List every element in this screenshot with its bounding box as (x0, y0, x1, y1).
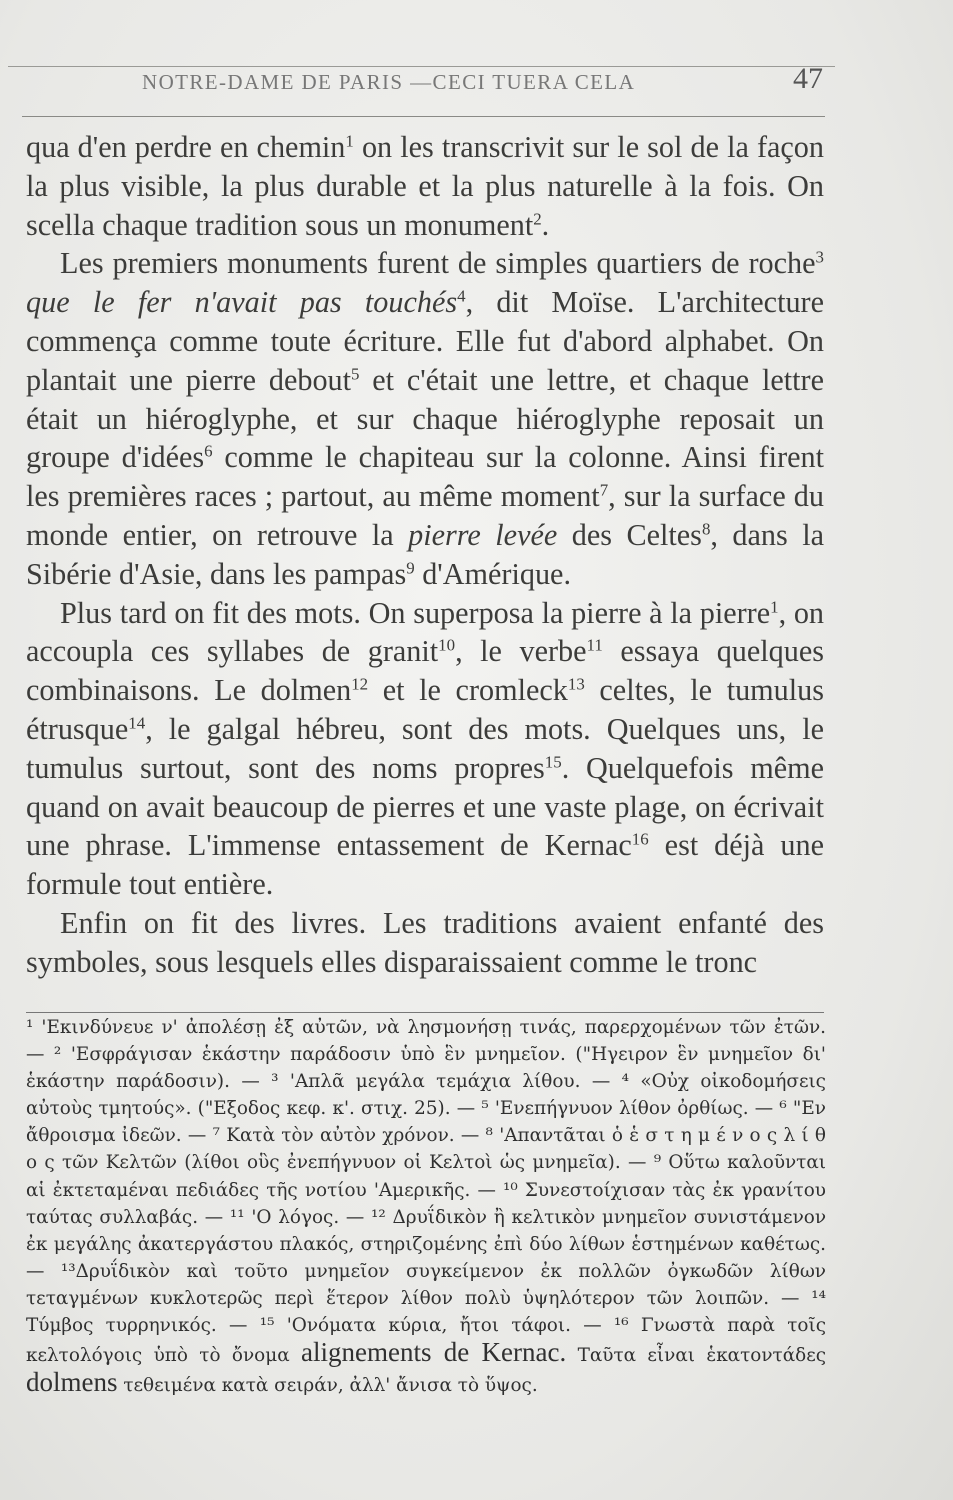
italic-quote: que le fer n'avait pas touchés (26, 285, 458, 320)
footnote-ref: 14 (128, 713, 146, 733)
text-run: essaya quelques combinaisons. Le dolmen (26, 634, 824, 708)
footnote-ref: 1 (770, 597, 779, 617)
page-number: 47 (793, 62, 823, 95)
footnote-ref: 5 (351, 364, 360, 384)
text-run: , sur la surface du monde entier, on retrouve la (26, 479, 824, 552)
paragraph-2 (26, 244, 824, 593)
text-run: , dans la Sibérie d'Asie, dans les pampas (26, 517, 825, 591)
text-run: Enfin on fit des livres. Les traditions avaient enfanté des symboles, sous lesquels elles disparaissaient comme le tronc (26, 905, 824, 979)
text-run: est déjà une formule tout entière. (26, 828, 825, 902)
latin-phrase: alignements de Kernac. (301, 1337, 567, 1368)
latin-word: dolmens (26, 1367, 118, 1398)
footnote-ref: 16 (631, 829, 649, 849)
footnote-ref: 10 (438, 635, 456, 655)
text-run: . (541, 207, 550, 242)
footnote-ref: 7 (599, 480, 609, 500)
header-rule (22, 116, 825, 117)
footnote-ref: 9 (406, 558, 415, 578)
footnote-ref: 8 (701, 519, 711, 539)
paragraph-1 (26, 128, 824, 244)
footnote-ref: 4 (457, 286, 466, 306)
main-text (26, 128, 824, 982)
text-run: . Quelquefois même quand on avait beaucoup de pierres et une vaste plage, on écrivait une phrase. L'immense entassement de Kernac (26, 750, 824, 863)
footnote-ref: 12 (351, 674, 369, 694)
footnote-ref: 6 (204, 441, 213, 461)
text-run: , le verbe (455, 634, 587, 669)
footnote-ref: 13 (567, 674, 585, 694)
footnote-ref: 1 (345, 131, 354, 151)
text-run: des Celtes (557, 517, 702, 552)
footnote-ref: 2 (533, 209, 542, 229)
text-run: et c'était une lettre, et chaque lettre était un hiéroglyphe, et sur chaque hiéroglyphe reposait un groupe d'idées (26, 362, 824, 475)
top-border-rule (8, 66, 835, 67)
text-run: comme le chapiteau sur la colonne. Ainsi firent les premières races ; partout, au même moment (26, 440, 825, 514)
footnotes (26, 1014, 826, 1399)
text-run: celtes, le tumulus étrusque (26, 673, 824, 746)
footnote-ref: 11 (586, 635, 603, 655)
footnote-block (26, 1014, 826, 1399)
text-run: et le cromleck (368, 673, 568, 708)
text-run: , le galgal hébreu, sont des mots. Quelques uns, le tumulus surtout, sont des noms propres (26, 711, 824, 785)
italic-term: pierre levée (408, 517, 558, 552)
text-run: qua d'en perdre en chemin (26, 130, 346, 164)
greek-footnotes-cont: Ταῦτα εἶναι ἑκατοντάδες (566, 1345, 827, 1367)
text-run: , dit Moïse. L'architecture commença comme toute écriture. Elle fut d'abord alphabet. On plantait une pierre debout (26, 285, 824, 397)
footnote-ref: 3 (815, 247, 824, 267)
text-run: on les transcrivit sur le sol de la façon la plus visible, la plus durable et la plus naturelle à la fois. On scella chaque tradition sous un monument (26, 130, 824, 242)
greek-footnotes-end: τεθειμένα κατὰ σειράν, ἀλλ' ἄνισα τὸ ὕψος. (117, 1375, 538, 1397)
page-header (26, 62, 823, 112)
text-run: Plus tard on fit des mots. On superposa la pierre à la pierre (60, 595, 771, 630)
paragraph-3 (26, 594, 824, 904)
text-run: d'Amérique. (414, 556, 571, 591)
footnote-rule (26, 1012, 824, 1013)
text-run: , on accoupla ces syllabes de granit (26, 595, 825, 669)
footnote-ref: 15 (544, 752, 562, 772)
greek-footnotes: ¹ 'Εκινδύνευε ν' ἀπολέσῃ ἐξ αὐτῶν, νὰ λησμονήσῃ τινάς, παρερχομένων τῶν ἐτῶν. — ² 'Εσφράγισαν ἑκάστην παράδοσιν ὑπὸ ἓν μνημεῖον. ("Ηγειρον ἓν μνημεῖον δι' ἑκάστην παράδοσιν). — ³ 'Απλᾶ μεγάλα τεμάχια λίθου. — ⁴ «Οὐχ οἰκοδομήσεις αὐτοὺς τμητούς». ("Εξοδος κεφ. κ'. στιχ. 25). — ⁵ 'Ενεπήγνυον λίθον ὀρθίως. — ⁶ "Εν ἄθροισμα ἰδεῶν. — ⁷ Κατὰ τὸν αὐτὸν χρόνον. — ⁸ 'Απαντᾶται ὁ ἑ σ τ η μ έ ν ο ς λ ί θ ο ς τῶν Κελτῶν (λίθοι οὓς ἐνεπήγνυον οἱ Κελτοὶ ὡς μνημεῖα). — ⁹ Οὕτω καλοῦνται αἱ ἐκτεταμέναι πεδιάδες τῆς νοτίου 'Αμερικῆς. — ¹⁰ Συνεστοίχισαν τὰς ἐκ γρανίτου ταύτας συλλαβάς. — ¹¹ 'Ο λόγος. — ¹² Δρυΐδικὸν ἢ κελτικὸν μνημεῖον συνιστάμενον ἐκ μεγάλης ἀκατεργάστου πλακός, στηριζομένης ἐπὶ δύο λίθων ἑστημένων καθέτως. — ¹³Δρυΐδικὸν καὶ τοῦτο μνημεῖον συγκείμενον ἐκ πολλῶν ὀγκωδῶν λίθων τεταγμένων κυκλοτερῶς περὶ ἕτερον λίθον πολὺ ὑψηλότερον τῶν λοιπῶν. — ¹⁴ Τύμβος τυρρηνικός. — ¹⁵ 'Ονόματα κύρια, ἤτοι τάφοι. — ¹⁶ Γνωστὰ παρὰ τοῖς κελτολόγοις ὑπὸ τὸ ὄνομα (26, 1017, 826, 1367)
text-run: Les premiers monuments furent de simples quartiers de roche (60, 246, 816, 281)
running-title: NOTRE-DAME DE PARIS —CECI TUERA CELA (142, 70, 636, 94)
paragraph-4 (26, 904, 824, 982)
